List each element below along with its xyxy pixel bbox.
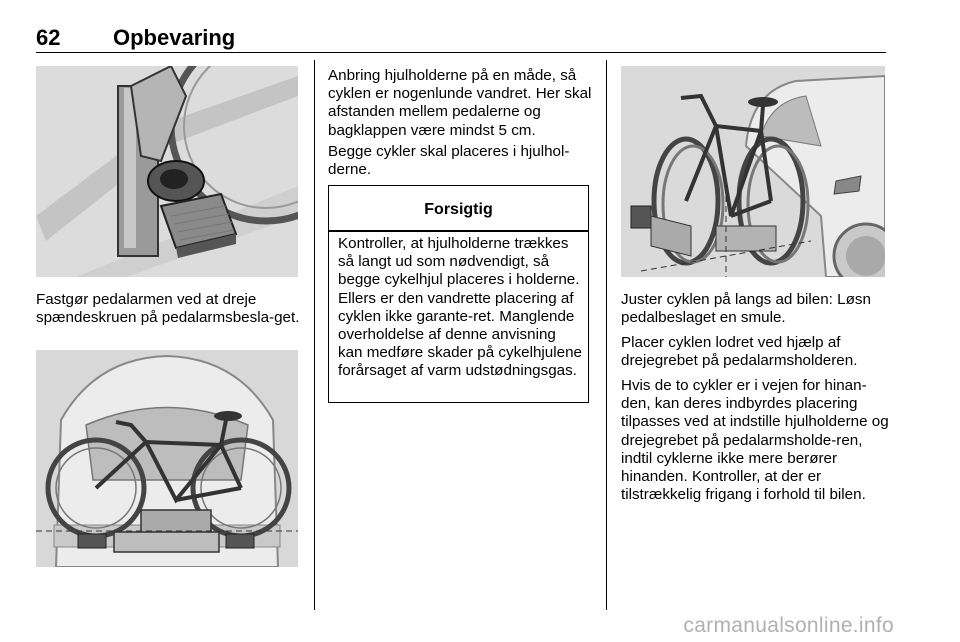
paragraph: Placer cyklen lodret ved hjælp af drejegrebet på pedalarmsholderen.: [621, 334, 858, 370]
warning-divider: [329, 230, 588, 232]
pedal-holder-illustration: [36, 66, 298, 277]
paragraph: Hvis de to cykler er i vejen for hinan-den, kan deres indbyrdes placering tilpasses ved at indstille hjulholderne og drejegrebet på pedalarmsholde-ren, indtil cyklerne ikke mere berører hinanden. Kontroller, at der er tilstrækkelig frigang i forhold til bilen.: [621, 377, 889, 504]
warning-text: Kontroller, at hjulholderne trækkes så langt ud som nødvendigt, så begge cykelhjul placeres i holderne. Ellers er den vandrette placering af cyklen ikke garante-ret. Manglende overholdelse af denne anvisning kan medføre skader på cykelhjulene forårsaget af varm udstødningsgas.: [338, 235, 582, 380]
watermark: carmanualsonline.info: [683, 614, 894, 637]
page-title: Opbevaring: [113, 25, 236, 50]
warning-box: [328, 185, 589, 403]
warning-title: Forsigtig: [424, 201, 493, 218]
paragraph: Begge cykler skal placeres i hjulhol-derne.: [328, 143, 570, 179]
bicycle-side-illustration: [621, 66, 885, 277]
column-divider: [606, 60, 607, 610]
paragraph: Fastgør pedalarmen ved at dreje spændeskruen på pedalarmsbesla-get.: [36, 291, 300, 327]
page-number: 62: [36, 25, 61, 50]
paragraph: Anbring hjulholderne på en måde, så cyklen er nogenlunde vandret. Her skal afstanden mellem pedalerne og bagklappen være mindst 5 cm.: [328, 67, 592, 139]
paragraph: Juster cyklen på langs ad bilen: Løsn pedalbeslaget en smule.: [621, 291, 871, 327]
column-divider: [314, 60, 315, 610]
page-header: [36, 22, 886, 53]
bicycle-rear-illustration: [36, 350, 298, 567]
